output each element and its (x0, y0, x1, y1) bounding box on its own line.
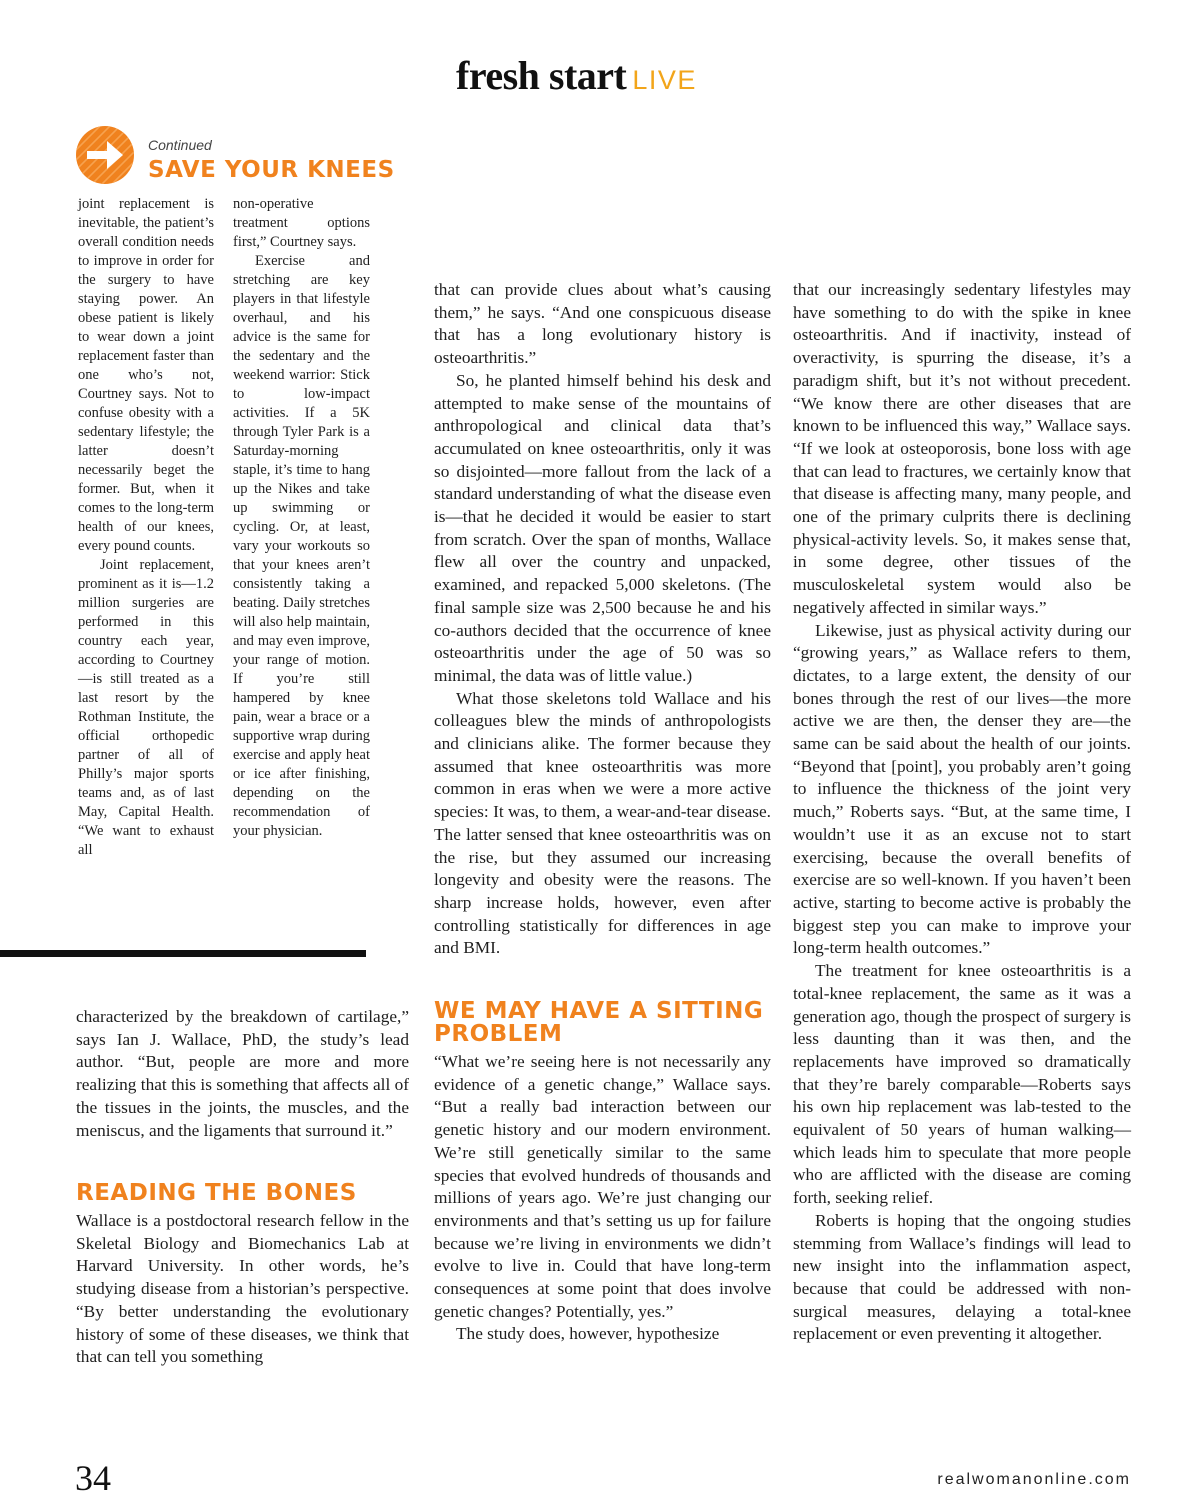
continued-arrow-icon (76, 126, 134, 184)
sidebar-paragraph: non-operative treatment options first,” Courtney says. (233, 196, 370, 250)
sidebar-column-1 (78, 195, 214, 860)
left-column-bones (76, 1210, 409, 1369)
section-header (456, 52, 697, 96)
sidebar-paragraph: Exercise and stretching are key players in that lifestyle overhaul, and his advice is the same for the sedentary and the weekend warrior: Stick to low-impact activities. If a 5K through Tyler Park is a Saturday-morning staple, it’s time to hang up the Nikes and take up swimming or cycling. Or, at least, vary your workouts so that your knees aren’t consistently taking a beating. Daily stretches will also help maintain, and may even improve, your range of motion. If you’re still hampered by knee pain, wear a brace or a supportive wrap during exercise and apply heat or ice after finishing, depending on the recommendation of your physician. (233, 253, 370, 839)
site-url: realwomanonline.com (937, 1471, 1131, 1488)
body-paragraph: So, he planted himself behind his desk and attempted to make sense of the mountains of anthropological and clinical data that’s accumulated on knee osteoarthritis, only it was so disjointed—more fallout from the lack of a standard understanding of what the disease even is—that he decided it would be easier to start from scratch. Over the span of months, Wallace flew all over the country and unpacked, examined, and repacked 5,000 skeletons. (The final sample size was 2,500 because he and his co-authors decided that the occurrence of knee osteoarthritis under the age of 50 was so minimal, the data was of little value.) (434, 370, 771, 685)
body-paragraph: The treatment for knee osteoarthritis is a total-knee replacement, the same as it was a generation ago, though the prospect of surgery is less daunting than it was then, and the replacements have improved so dramatically that they’re barely comparable—Roberts says his own hip replacement was lab-tested to the equivalent of 50 years of human walking—which leads him to speculate that more people who are afflicted with the disease are coming forth, seeking relief. (793, 961, 1131, 1208)
sidebar-paragraph: Joint replacement, prominent as it is—1.2 million surgeries are performed in this country each year, according to Courtney—is still treated as a last resort by the Rothman Institute, the official orthopedic partner of all of Philly’s major sports teams and, as of last May, Capital Health. “We want to exhaust all (78, 557, 214, 858)
body-paragraph: characterized by the breakdown of cartilage,” says Ian J. Wallace, PhD, the study’s lead author. “But, people are more and more realizing that this is something that affects all of the tissues in the joints, the muscles, and the meniscus, and the ligaments that surround it.” (76, 1007, 409, 1140)
sitting-problem-heading: WE MAY HAVE A SITTING PROBLEM (434, 998, 764, 1047)
reading-the-bones-heading: READING THE BONES (76, 1180, 357, 1206)
body-paragraph: Roberts is hoping that the ongoing studies stemming from Wallace’s findings will lead to new insight into the inflammation aspect, because that could be addressed with non-surgical measures, delaying a total-knee replacement or even preventing it altogether. (793, 1210, 1131, 1344)
body-paragraph: “What we’re seeing here is not necessarily any evidence of a genetic change,” Wallace says. “But a really bad interaction between our genetic history and our modern environment. We’re still genetically similar to the same species that evolved hundreds of thousands and millions of years ago. We’re just changing our environments and that’s setting us up for failure because we’re living in environments we didn’t evolve to live in. Could that have long-term consequences at some point that does involve genetic changes? Potentially, yes.” (434, 1052, 771, 1321)
sidebar-paragraph: joint replacement is inevitable, the patient’s overall condition needs to improve in order for the surgery to have staying power. An obese patient is likely to wear down a joint replacement faster than one who’s not, Courtney says. Not to confuse obesity with a sedentary lifestyle; the latter doesn’t necessarily beget the former. But, when it comes to the long-term health of our knees, every pound counts. (78, 196, 214, 554)
sidebar-divider (0, 950, 366, 957)
body-paragraph: The study does, however, hypothesize (456, 1324, 720, 1344)
section-brand-subtitle: LIVE (632, 65, 697, 95)
continued-label: Continued (148, 137, 212, 153)
right-column (793, 279, 1131, 1346)
middle-column-top (434, 279, 771, 960)
save-your-knees-heading: SAVE YOUR KNEES (148, 157, 395, 183)
body-paragraph: that can provide clues about what’s causing them,” he says. “And one conspicuous disease that has a long evolutionary history is osteoarthritis.” (434, 280, 771, 368)
body-paragraph: that our increasingly sedentary lifestyles may have something to do with the spike in knee osteoarthritis. And if inactivity, instead of overactivity, is spurring the disease, it’s a paradigm shift, but it’s not without precedent. “We know there are other diseases that are known to be influenced this way,” Wallace says. “If we look at osteoporosis, bone loss with age that can lead to fractures, we certainly know that that disease is affecting many, many people, and one of the primary culprits there is declining physical-activity levels. So, it makes sense that, in some degree, other tissues of the musculoskeletal system would also be negatively affected in similar ways.” (793, 280, 1131, 617)
sidebar-column-2 (233, 195, 370, 841)
page-number: 34 (75, 1458, 111, 1498)
left-column-intro (76, 1006, 409, 1142)
body-paragraph: What those skeletons told Wallace and his colleagues blew the minds of anthropologists and clinicians alike. The former because they assumed that knee osteoarthritis was more common in eras when we were a more active species: It was, to them, a wear-and-tear disease. The latter sensed that knee osteoarthritis was on the rise, but they assumed our increasing longevity and obesity were the reasons. The sharp increase holds, however, even after controlling statistically for differences in age and BMI. (434, 688, 771, 958)
middle-column-bottom (434, 1051, 771, 1346)
section-brand-title: fresh start (456, 53, 627, 98)
body-paragraph: Wallace is a postdoctoral research fellow in the Skeletal Biology and Biomechanics Lab at Harvard University. In other words, he’s studying disease from a historian’s perspective. “By better understanding the evolutionary history of some of these diseases, we think that that can tell you something (76, 1211, 409, 1367)
body-paragraph: Likewise, just as physical activity during our “growing years,” as Wallace refers to them, dictates, to a large extent, the density of our bones through the rest of our lives—the more active we are then, the denser they are—the same can be said about the health of our joints. “Beyond that [point], you probably aren’t going to influence the thickness of the joint very much,” Roberts says. “But, at the same time, I wouldn’t use it as an excuse not to start exercising, because the overall benefits of exercise are so well-known. If you haven’t been active, starting to become active is probably the biggest step you can make to improve your long-term health outcomes.” (793, 620, 1131, 958)
